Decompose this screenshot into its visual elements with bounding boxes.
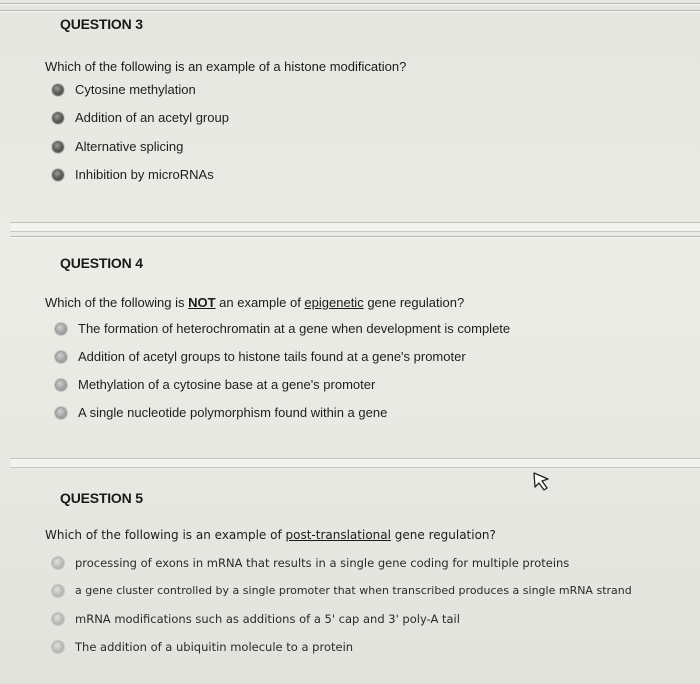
question-4-header: QUESTION 4: [60, 255, 143, 271]
radio-button-icon[interactable]: [55, 323, 67, 335]
option-label: processing of exons in mRNA that results in a single gene coding for multiple proteins: [75, 556, 570, 570]
mouse-cursor-icon: [532, 470, 552, 492]
top-divider-2: [0, 10, 700, 11]
question-3-option-1[interactable]: [52, 82, 196, 97]
option-label: A single nucleotide polymorphism found within a gene: [78, 405, 388, 420]
option-label: The formation of heterochromatin at a gene when development is complete: [78, 321, 511, 336]
radio-button-icon[interactable]: [52, 84, 64, 96]
option-label: mRNA modifications such as additions of a 5' cap and 3' poly-A tail: [75, 612, 460, 626]
question-3-header: QUESTION 3: [60, 16, 143, 32]
option-label: a gene cluster controlled by a single promoter that when transcribed produces a single mRNA strand: [75, 584, 632, 597]
option-label: Methylation of a cytosine base at a gene's promoter: [78, 377, 376, 392]
question-3-option-2[interactable]: [52, 110, 229, 125]
prompt-text: an example of: [215, 295, 305, 310]
option-label: The addition of a ubiquitin molecule to a protein: [75, 640, 354, 654]
question-5-prompt: [45, 527, 496, 542]
question-3-prompt: Which of the following is an example of a histone modification?: [45, 59, 407, 74]
prompt-text: gene regulation?: [390, 528, 496, 542]
question-separator: [10, 458, 700, 468]
prompt-underlined: post-translational: [285, 528, 391, 542]
question-5-header: QUESTION 5: [60, 490, 143, 506]
question-3-option-3[interactable]: [52, 139, 183, 154]
prompt-text: gene regulation?: [363, 295, 465, 310]
question-4-option-3[interactable]: [55, 377, 375, 392]
radio-button-icon[interactable]: [55, 407, 67, 419]
radio-button-icon[interactable]: [55, 379, 67, 391]
question-5-option-1[interactable]: [52, 556, 569, 570]
option-label: Inhibition by microRNAs: [75, 167, 214, 182]
divider: [10, 236, 700, 237]
option-label: Addition of acetyl groups to histone tails found at a gene's promoter: [78, 349, 466, 364]
top-divider: [0, 3, 700, 4]
question-separator: [10, 222, 700, 232]
prompt-text: Which of the following is an example of: [45, 528, 286, 542]
radio-button-icon[interactable]: [52, 557, 64, 569]
radio-button-icon[interactable]: [52, 641, 64, 653]
prompt-emphasis: NOT: [188, 295, 216, 310]
radio-button-icon[interactable]: [52, 585, 64, 597]
question-4-prompt: [45, 295, 464, 310]
option-label: Alternative splicing: [75, 139, 184, 154]
option-label: Cytosine methylation: [75, 82, 196, 97]
question-5-option-3[interactable]: [52, 612, 460, 626]
prompt-underlined: epigenetic: [304, 295, 364, 310]
question-5-option-4[interactable]: [52, 640, 353, 654]
question-5-option-2[interactable]: [52, 584, 632, 597]
radio-button-icon[interactable]: [52, 169, 64, 181]
question-4-option-4[interactable]: [55, 405, 387, 420]
question-4-option-1[interactable]: [55, 321, 510, 336]
question-3-option-4[interactable]: [52, 167, 214, 182]
radio-button-icon[interactable]: [52, 613, 64, 625]
question-4-option-2[interactable]: [55, 349, 466, 364]
radio-button-icon[interactable]: [55, 351, 67, 363]
option-label: Addition of an acetyl group: [75, 110, 229, 125]
radio-button-icon[interactable]: [52, 141, 64, 153]
prompt-text: Which of the following is: [45, 295, 189, 310]
radio-button-icon[interactable]: [52, 112, 64, 124]
